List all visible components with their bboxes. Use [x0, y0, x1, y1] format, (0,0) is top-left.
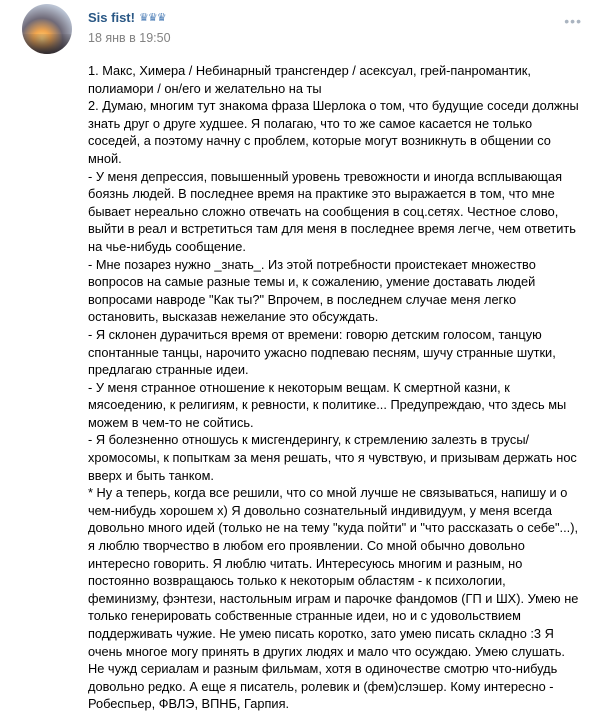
post-text-line: феминизму, фэнтези, настольным играм и парочке фандомов (ГП и ШХ). Умею не: [88, 590, 579, 606]
post-text-line: мясоедению, к религиям, к ревности, к политике... Предупреждаю, что здесь мы: [88, 397, 567, 413]
post-text-line: * Ну а теперь, когда все решили, что со мной лучше не связываться, напишу и о: [88, 485, 568, 501]
post-text-line: - Я болезненно отношусь к мисгендерингу, к стремлению залезть в трусы/: [88, 432, 530, 448]
post-text-line: выйти в реал и встретиться там для меня в последнее время легче, чем ответить: [88, 221, 576, 237]
post-text-line: только генерировать собственные странные идеи, но и с удовольствием: [88, 608, 521, 624]
post-text-line: поддерживать чужие. Не умею писать коротко, зато умею писать складно :3 Я: [88, 626, 554, 641]
post-text-line: очень многое могу принять в других людях и мало что осуждаю. Умею слушать.: [88, 643, 565, 659]
post-text: [88, 62, 588, 713]
more-options-icon[interactable]: •••: [564, 13, 582, 29]
post-date[interactable]: 18 янв в 19:50: [88, 31, 171, 45]
post-text-line: соседей, а поэтому начну с проблем, которые могут возникнуть в общении со: [88, 133, 551, 149]
post-text-line: бывает нереально сложно отвечать на сообщения в соц.сетях. Честное слово,: [88, 203, 559, 219]
post-text-line: хромосомы, к попыткам за меня решать, что я чувствую, и призывам держать нос: [88, 450, 577, 466]
post-text-line: на чье-нибудь сообщение.: [88, 238, 246, 254]
author-name[interactable]: Sis fist!: [88, 10, 135, 25]
post-text-line: предлагаю странные идеи.: [88, 362, 249, 378]
post-text-line: 2. Думаю, многим тут знакома фраза Шерлока о том, что будущие соседи должны: [88, 98, 579, 114]
post-text-line: знать друг о друге худшее. Я полагаю, что то же самое касается не только: [88, 115, 533, 131]
post-text-line: я люблю творчество в любом его проявлении. Со мной обычно довольно: [88, 538, 525, 554]
crown-icon: ♛♛♛: [138, 12, 166, 24]
post-text-line: довольно редко. А еще я писатель, ролевик и (фем)слэшер. Кому интересно -: [88, 678, 554, 694]
post-text-line: Не чужд сериалам и разным фильмам, хотя в одиночестве смотрю что-нибудь: [88, 661, 558, 677]
post-text-line: Робеспьер, ФВЛЭ, ВПНБ, Гарпия.: [88, 696, 290, 712]
post-text-line: - У меня депрессия, повышенный уровень тревожности и иногда всплывающая: [88, 168, 563, 184]
post-text-line: боязнь людей. В последнее время на практике это выражается в том, что мне: [88, 186, 555, 202]
post-text-line: вопросов на самые разные темы и, к сожалению, умение доставать людей: [88, 274, 536, 290]
post-text-line: полиамори / он/его и желательно на ты: [88, 80, 322, 96]
post-text-line: - У меня странное отношение к некоторым вещам. К смертной казни, к: [88, 379, 510, 395]
post-text-line: интересно говорить. Я люблю читать. Интересуюсь многим и разным, но: [88, 555, 523, 571]
post-text-line: остановить, высказав нежелание это обсуждать.: [88, 309, 379, 325]
post-text-line: - Я склонен дурачиться время от времени: говорю детским голосом, танцую: [88, 326, 542, 342]
post-text-line: можем в чем-то не сойтись.: [88, 414, 254, 430]
post-text-line: вверх и быть танком.: [88, 467, 214, 483]
post-text-line: чем-нибудь хорошем х) Я довольно сознательный индивидуум, у меня всегда: [88, 502, 552, 518]
author-avatar[interactable]: [22, 4, 72, 54]
post-text-line: 1. Макс, Химера / Небинарный трансгендер / асексуал, грей-панромантик,: [88, 63, 531, 78]
post-text-line: - Мне позарез нужно _знать_. Из этой потребности проистекает множество: [88, 256, 536, 272]
post-text-line: постоянно возвращаюсь только к некоторым областям - к психологии,: [88, 573, 506, 589]
post-text-line: мной.: [88, 150, 122, 166]
post-header: [88, 10, 166, 25]
post-text-line: вопросами навроде "Как ты?" Впрочем, в последнем случае меня легко: [88, 291, 517, 307]
post-text-line: спонтанные танцы, нарочито ужасно подпеваю песням, шучу странные шутки,: [88, 344, 556, 360]
post-text-line: довольно много идей (только не на тему "куда пойти" и "что рассказать о себе"...),: [88, 520, 579, 536]
